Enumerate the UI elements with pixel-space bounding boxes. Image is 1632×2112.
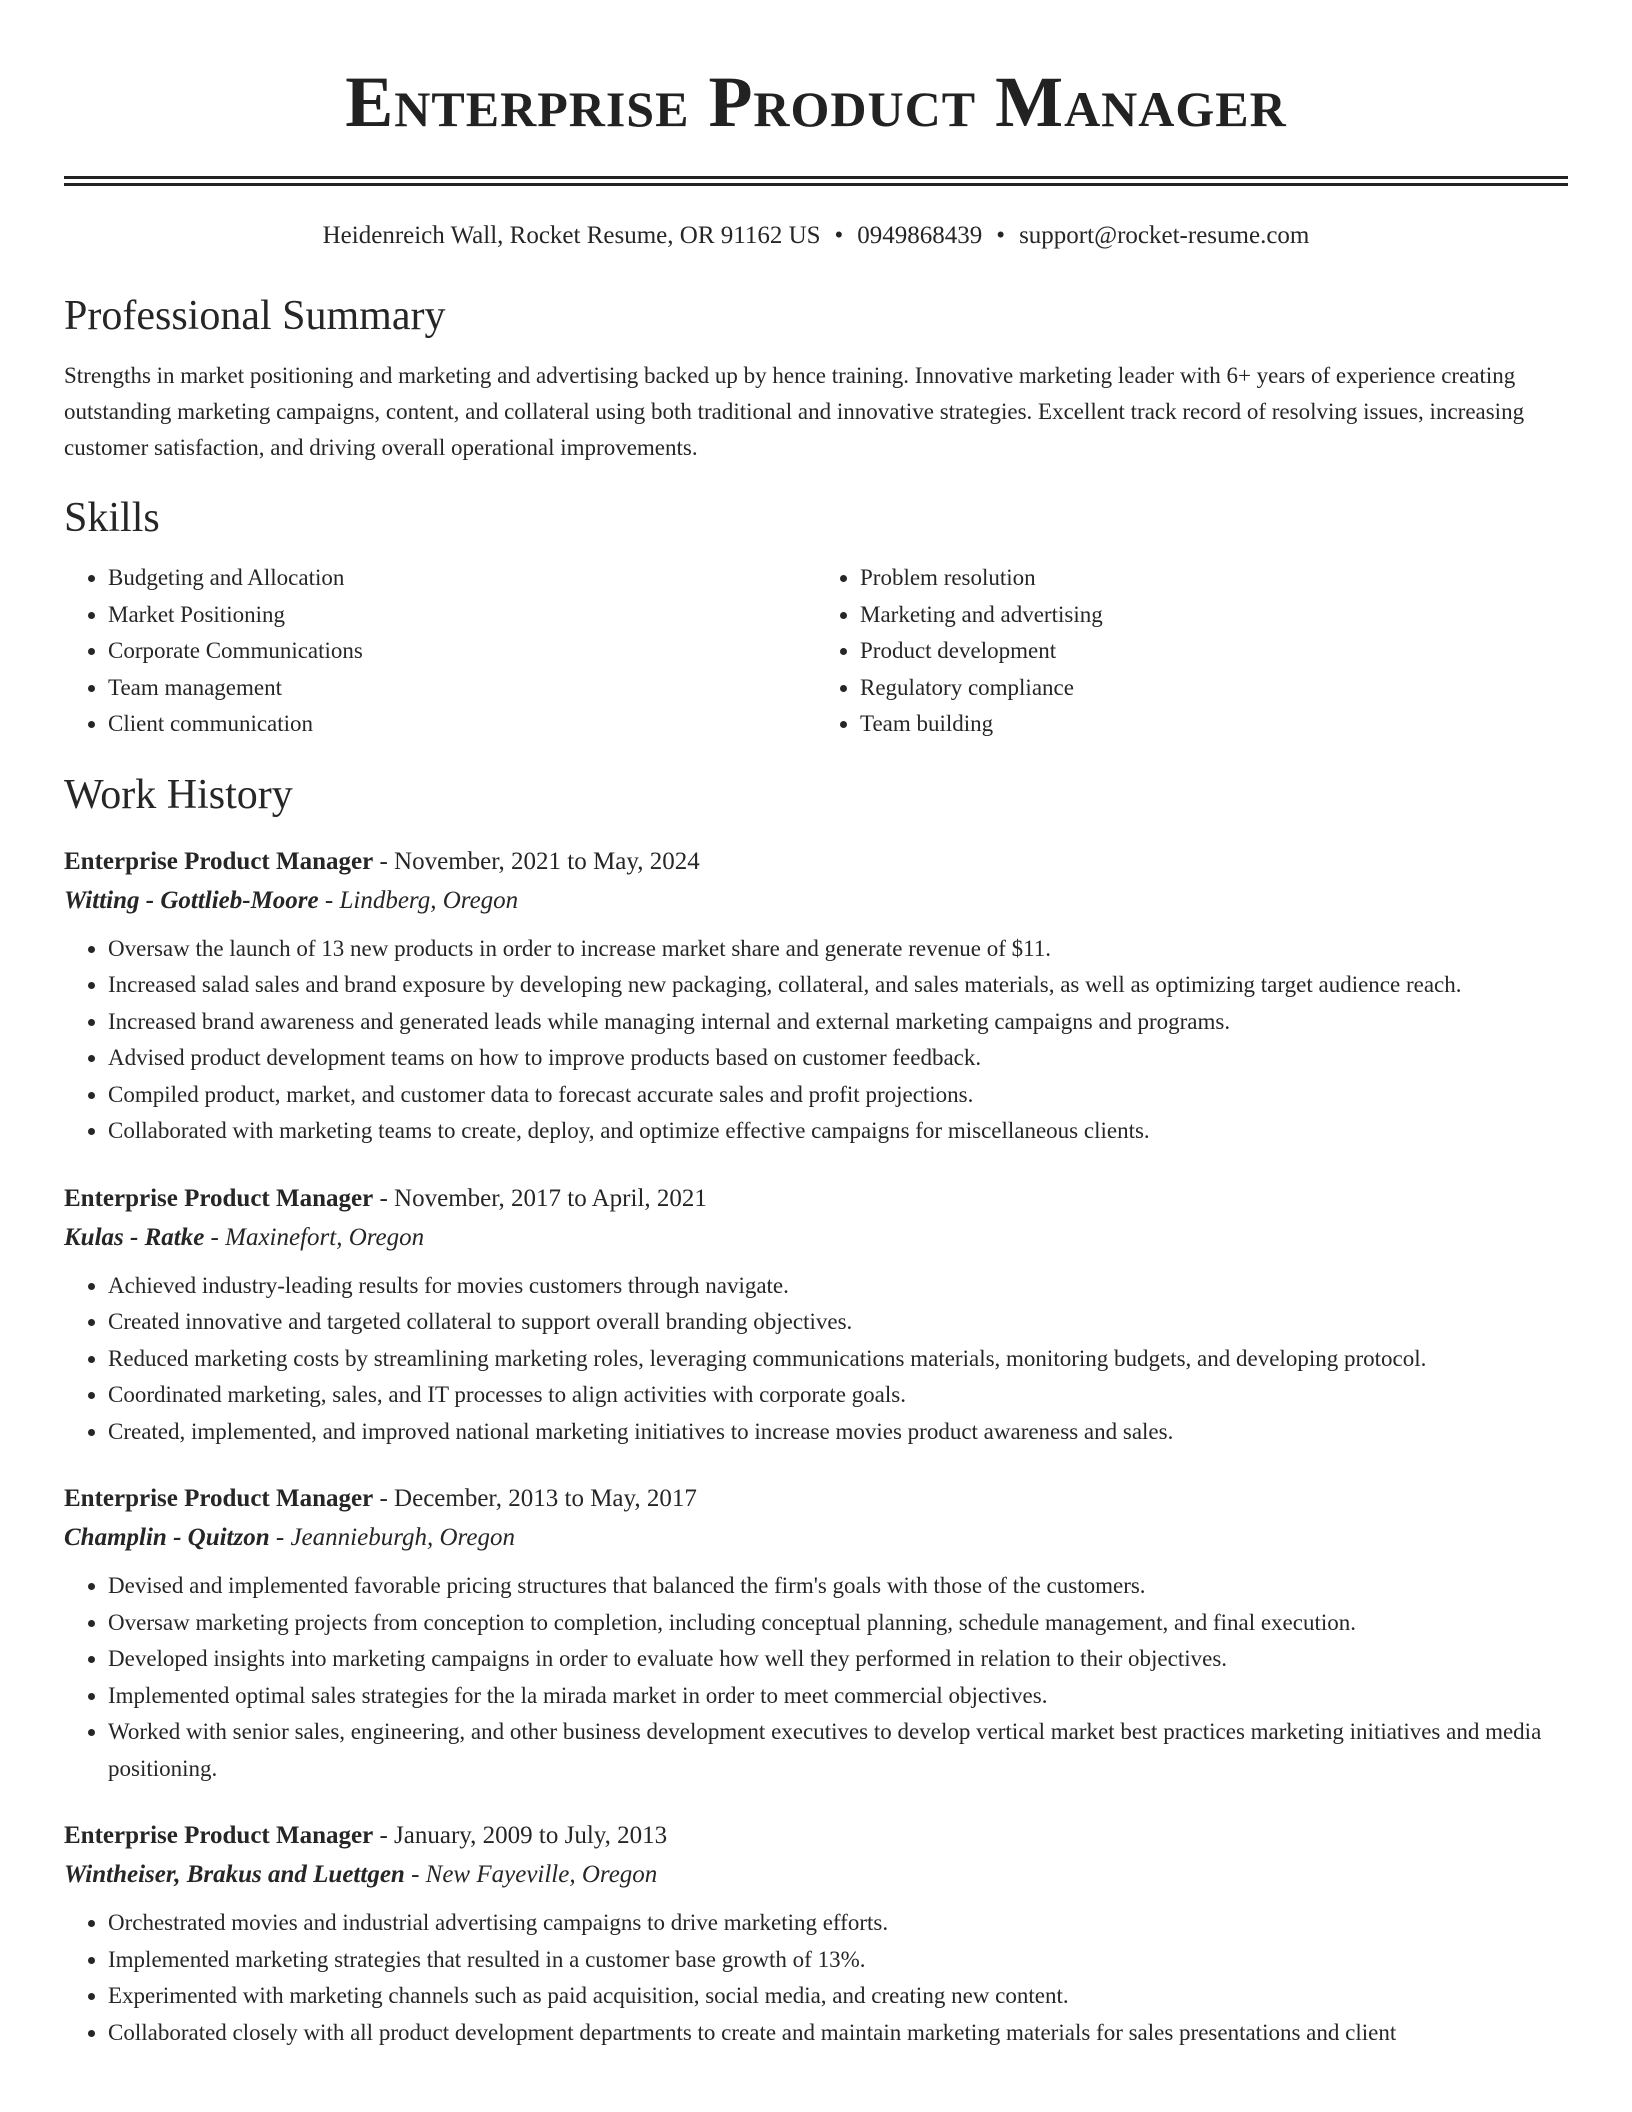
job-bullet: • Collaborated closely with all product development departments to create and maintain marketing materials for sales presentations and client (108, 2015, 1568, 2052)
job-bullet: • Collaborated with marketing teams to create, deploy, and optimize effective campaigns for miscellaneous clients. (108, 1113, 1568, 1150)
job-bullets (64, 1568, 1568, 1787)
job-location: - Lindberg, Oregon (318, 886, 519, 914)
job-bullet: • Devised and implemented favorable pricing structures that balanced the firm's goals with those of the customers. (108, 1568, 1568, 1605)
title-divider (64, 176, 1568, 186)
job-title: Enterprise Product Manager (64, 1485, 374, 1512)
job-bullet: • Coordinated marketing, sales, and IT processes to align activities with corporate goals. (108, 1377, 1568, 1414)
job-bullets (64, 1905, 1568, 2051)
job-title-line (64, 843, 1568, 881)
job-entry (64, 1817, 1568, 2051)
job-bullet: • Orchestrated movies and industrial advertising campaigns to drive marketing efforts. (108, 1905, 1568, 1942)
job-bullet: • Developed insights into marketing campaigns in order to evaluate how well they performed in relation to their objectives. (108, 1641, 1568, 1678)
contact-separator: • (996, 222, 1006, 249)
job-bullet: • Implemented marketing strategies that resulted in a customer base growth of 13%. (108, 1942, 1568, 1979)
skill-item: • Team management (108, 670, 816, 707)
job-entry (64, 1180, 1568, 1451)
job-bullet: • Increased brand awareness and generated leads while managing internal and external marketing campaigns and programs. (108, 1004, 1568, 1041)
job-company: Wintheiser, Brakus and Luettgen (64, 1861, 405, 1888)
skill-item: • Product development (860, 633, 1568, 670)
contact-email: support@rocket-resume.com (1019, 222, 1310, 249)
job-title-line (64, 1180, 1568, 1218)
job-bullet: • Created innovative and targeted collateral to support overall branding objectives. (108, 1304, 1568, 1341)
job-location: - New Fayeville, Oregon (404, 1861, 658, 1888)
job-bullet: • Advised product development teams on how to improve products based on customer feedback. (108, 1040, 1568, 1077)
job-bullets (64, 931, 1568, 1150)
job-location: - Jeannieburgh, Oregon (269, 1524, 515, 1551)
job-entry (64, 843, 1568, 1150)
skill-item: • Client communication (108, 706, 816, 743)
contact-address: Heidenreich Wall, Rocket Resume, OR 91162 US (322, 222, 821, 249)
skill-item: • Corporate Communications (108, 633, 816, 670)
skill-item: • Regulatory compliance (860, 670, 1568, 707)
job-title-line (64, 1480, 1568, 1518)
skills-column-right (816, 560, 1568, 743)
job-title: Enterprise Product Manager (64, 847, 374, 875)
skill-item: • Problem resolution (860, 560, 1568, 597)
job-company-line (64, 1518, 1568, 1558)
job-dates: - November, 2017 to April, 2021 (373, 1184, 707, 1212)
job-bullet: • Implemented optimal sales strategies for the la mirada market in order to meet commercial objectives. (108, 1678, 1568, 1715)
job-bullet: • Increased salad sales and brand exposure by developing new packaging, collateral, and sales materials, as well as optimizing target audience reach. (108, 967, 1568, 1004)
job-bullet: • Reduced marketing costs by streamlining marketing roles, leveraging communications materials, monitoring budgets, and developing protocol. (108, 1341, 1568, 1378)
work-history-list (64, 843, 1568, 2052)
job-bullets (64, 1268, 1568, 1451)
job-company-line (64, 1855, 1568, 1895)
job-title-line (64, 1817, 1568, 1855)
job-company-line (64, 881, 1568, 921)
contact-phone: 0949868439 (857, 222, 983, 249)
job-bullet: • Oversaw the launch of 13 new products in order to increase market share and generate revenue of $11. (108, 931, 1568, 968)
job-company: Kulas - Ratke (64, 1223, 205, 1251)
job-location: - Maxinefort, Oregon (204, 1223, 425, 1251)
skill-item: • Marketing and advertising (860, 597, 1568, 634)
job-dates: - December, 2013 to May, 2017 (373, 1485, 697, 1512)
skills-list (64, 560, 1568, 743)
job-company: Witting - Gottlieb-Moore (64, 886, 319, 914)
job-bullet: • Oversaw marketing projects from conception to completion, including conceptual planning, schedule management, and final execution. (108, 1605, 1568, 1642)
job-company-line (64, 1218, 1568, 1258)
skills-column-left (64, 560, 816, 743)
job-dates: - January, 2009 to July, 2013 (373, 1822, 668, 1849)
contact-separator: • (834, 222, 844, 249)
skill-item: • Budgeting and Allocation (108, 560, 816, 597)
skills-heading: Skills (64, 495, 160, 541)
summary-heading: Professional Summary (64, 293, 446, 339)
job-entry (64, 1480, 1568, 1787)
skill-item: • Market Positioning (108, 597, 816, 634)
contact-line (64, 220, 1568, 252)
job-title: Enterprise Product Manager (64, 1822, 374, 1849)
job-company: Champlin - Quitzon (64, 1524, 270, 1551)
resume-title: Enterprise Product Manager (345, 62, 1287, 142)
job-bullet: • Worked with senior sales, engineering, and other business development executives to develop vertical market best practices marketing initiatives and media positioning. (108, 1714, 1568, 1787)
job-bullet: • Compiled product, market, and customer data to forecast accurate sales and profit projections. (108, 1077, 1568, 1114)
job-dates: - November, 2021 to May, 2024 (373, 847, 700, 875)
job-bullet: • Experimented with marketing channels such as paid acquisition, social media, and creating new content. (108, 1978, 1568, 2015)
work-history-heading: Work History (64, 771, 293, 818)
summary-text: Strengths in market positioning and marketing and advertising backed up by hence training. Innovative marketing leader with 6+ years of experience creating outstanding marketing campaigns, content, and collateral using both traditional and innovative strategies. Excellent track record of resolving issues, increasing customer satisfaction, and driving overall operational improvements. (64, 363, 1525, 460)
job-bullet: • Achieved industry-leading results for movies customers through navigate. (108, 1268, 1568, 1305)
skill-item: • Team building (860, 706, 1568, 743)
job-title: Enterprise Product Manager (64, 1184, 374, 1212)
job-bullet: • Created, implemented, and improved national marketing initiatives to increase movies product awareness and sales. (108, 1414, 1568, 1451)
